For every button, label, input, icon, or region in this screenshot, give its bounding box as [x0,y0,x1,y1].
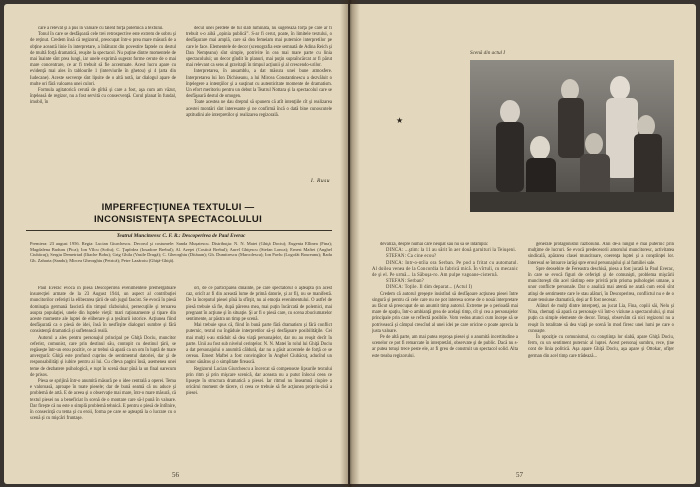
article-byline: Teatrul Muncitoresc C. F. R.: Descoperirea de Paul Everac [116,233,246,239]
photo-caption: Scenă din actul I [470,50,506,56]
scene-photograph-image [470,60,674,212]
right-bottom-column-1 [372,242,518,464]
right-page [350,4,696,484]
paragraph: Paul Everac evocă în piesa Descoperirea evenimentele premergătoare insurecţiei armate de la 23 August 1944, un aspect al contribuţiei muncitorilor ceferişti la eliberarea ţării de sub jugul fascist. Se evocă în piesă dominaţia germană fascistă din timpul războiului, persecuţiile şi teroarea asupra populaţiei, unele din luptele vieţii: mari raţionamente şi tipare din aceste momente ale luptei de eliberare şi a ţesăturii istorice. Acţiunea fiind desfăşurată ca o piesă de idei, însă în nesfîrşite dialoguri sumbre şi fără consistenţă dramatică şi sufletească reală. [30,286,176,335]
paragraph: Mai trebuie spus că, fiind în bună parte fără dramatism şi fără conflict puternic, textul nu îngăduie interpretilor să-şi desfăşoare posibilităţile. Cei mai mulţi s-au străduit să dea viaţă personajelor, dar nu au reuşit decît în parte. Unii au fost sub nivelul cerinţelor. N. N. Matei în rolul lui Ghiţă Dociu a dat personajului o anumită căldură, dar nu a găsit accentele de forţă ce se cereau. Ernest Maftei a fost convingător în Anghel Ciubăcuţ, aducînd un umor sănătos şi o simplitate firească. [186,323,332,366]
article-headline [48,202,308,226]
paragraph: care a relevat şi a pus în valoare cu talent forţa polemică a textului. [38,26,164,31]
paragraph: Interpretarea, în ansamblu, a dat măsura unei bune atmosfere. Interpretarea lui Ion Dichiseanu, a lui Mircea Constantinescu a dezvăluit o înţelegere a intenţiilor şi a susţinut cu autenticitate momente de dramatism. Un efort meritoriu pentru un debut la Teatrul Nottara şi la spectacolul care se desfăşoară destul de omogen. [186,69,332,100]
dialogue-line: STEFAN: Serban? [386,279,424,285]
paragraph: devalizâ, despre numai care neupat sau nu să se intâmplă: [380,242,489,247]
left-top-column-1 [30,26,176,174]
paragraph: Pe de altă parte, am mai putea reproşa piesei şi o anumită incertitudine a scenelor ce pot fi remarcate în interpretări, observate şi de public. Dacă nu s-ar putea totuşi trece peste ele, ar fi greu de construit un spectacol solid. Alta este treaba regizorului. [372,335,518,359]
scene-photograph [470,60,674,212]
headline-line-1: IMPERFECŢIUNEA TEXTULUI — [101,202,255,213]
paragraph: Tonul în care se desfăşoară cele trei retrospective este extrem de sobru şi de reţinut. Credem însă că regizorul, preocupat într-o prea mare măsură de a obţine această linie în interpretare, a înlăturat din povestire faptele cu destul de multă forţă dramatică, reuşite la spectacol. Nu puţine dintre momentele de mai înainte sînt prea lungi, iar unele exprimă sugerat forme cerute de o mai mare concentrare, ce ar fi trebuit să fie accentuate. Acest lucru apare cu evidenţă mai ales în tablourile 1 (interviurile în ghetou) şi 4 (arta din Iudecane). Aceste secvenţe sînt lipsite de o altă notă, iar dialogul apare de multe ori fără valoarea unei culori. [30,32,176,87]
left-page [4,4,348,484]
dialogue-line: DINCA: ...ştim: la 11 au sărit în aer două garnituri la Teiuşeni. [386,248,517,254]
dialogue-line: DINCA: Toţile. Il dim deparat... (Actul I) [386,285,473,291]
paragraph: Toate acestea ne dau dreptul să spunem că atît intenţiile cît şi realizarea acestei montări sînt interesante şi ne confirmă încă o dată bine cunoscutele aptitudini ale interpretilor şi realizarea regizorală. [186,100,332,118]
page-number-right: 57 [516,471,523,479]
production-credits: Premiera: 23 august 1956. Regia: Lucian Giurchescu. Decorul şi costumele: Sanda Mușatescu. Distribuţia: N. N. Matei (Ghiţă Dociu); Eugenia Ellinea (Fina); Magdalena Buduru (Pica); Ion Vîlcu (Sofiu); C. Ţapîrdea (Iosadore Brebul); Al. Azeţei (Costică Brebul); Aurel Ghiţescu (Stefan Lonca); Ernest Maftei (Anghel Ciubăcuţ); Sergiu Demetriad (Iliache Bobu); Grig Ghila (Vasile Drugă); C. Gheorghiu (Dităuan); Gh. Dumitrescu (Marcolescu); Ion Pavlu (Logofăt Boureanu); Radu Gh. Zaharia (Sandu); Mircea Gheorghiu (Petrică); Petre Lazăroiu (Ghiţă-Ghiţă). [30,241,332,263]
paragraph: Piesa se sprijină într-o anumită măsură pe o idee centrală a operei. Tema e valoroasă, aproape în toate piesele; dar de bună seamă că nu aduce şi problemă de artă. E de aceea şi o observaţie mai mare, într-o mare măsură, că textul piesei nu a beneficiat în scenă de o montare care să-l pună în valoare. Dar fireşte că nu este o simplă problemă tehnică. E pentru o piesă de întîlnire, în consecinţă cu tema şi cu eroii, forma pe care se aşteaptă la o lucrare cu o scenă şi cu mişcări fruntaşe. [30,379,176,422]
dialogue-line: STEFAN: Ca cine ecou? [386,254,437,260]
paragraph: Autorul a ales pentru personajul principal pe Ghiţă Dociu, muncitor ceferist, comunist, care prin destinul său, contopit cu destinul ţării, se regăseşte într-un erou pozitiv, ce ar trebui să apară ca un om în luptă de mare anvergură: Ghiţă este profund cuprins de sentimentul datoriei, dar şi de responsabilităţi şi iubire pentru ai lui. Cu cîteva pagini însă, asemenea unei teme de dezbatere psihologică, e rupt în scenă doar pînă la un final oarecum de prisos. [30,335,176,378]
paragraph: Spre deosebire de Fereastra deschisă, piesa a fost jucată la Paul Everac, în care se evocă figuri de ceferişti şi de comunişti, problema mişcării muncitoreşti din acel răstimp este privită prin prisma psihologiei umane, a unor conflicte personale. Dar o analiză mai atentă ne arată cum eroii sînt atinşi de sentimente care le stau alături, în Descoperirea, conflictul nu e de o mare tensiune dramatică, deşi ar fi fost necesar. [528,266,674,303]
dialogue-line: DINCA: Intr-o-ntîia ora Serban. Pe pod a fritat cu automatul. Al doilea venea de la Concordia la fabrică mică. În vîrtuli, cu mecanic de şi el. Pe urmă... la Săbuşa-ro. Am pulpe vagoane-cisternă. [372,260,518,279]
left-bottom-column-1 [30,286,176,464]
page-number-left: 56 [172,471,179,479]
paragraph: ori, de ce participarea dinainte, pe care spectatorul o aşteaptă (în acest caz, oricît ar fi din această lume de primă datorie, şi ar fi), nu se manifestă. De la începutul piesei pînă la sfîrşit, nu ai emoţia evenimentului. O astfel de piesă trebuie să fie, după părerea mea, mai puţin încărcată de polemici, mai pregnant în acţiune şi în situaţie. Şi ar fi o piesă care, cu scena zbuciumatelor sentimente, ar păstra un timp pe scenă. [186,286,332,323]
paragraph: Regizorul Lucian Giurchescu a încercat să compenseze lipsurile textului prin ritm şi prin mişcare scenică, dar aceasta nu a putut înlocui ceea ce lipseşte în structura dramatică a piesei. Iar ritmul nu înseamnă ciupire a oricărui moment de tăcere, ci ceea ce trebuie să fie acţiunea propriu-zisă a piesei. [186,366,332,397]
paragraph: generale protagonistul războiului. Anii de-a lungul e mai puternic prin mulţime de lucruri. Se evocă predecesorii amorului muncitoresc, activitatea sindicală, apărarea clasei muncitoare, coerenţa luptei şi a conştiinţei lor. Interesul se întoarce iarăşi spre eroul personajului şi al familiei sale. [528,242,674,266]
headline-line-2: INCONSISTENŢA SPECTACOLULUI [93,214,263,225]
left-bottom-column-2 [186,286,332,464]
headline-rule [26,230,332,231]
right-bottom-column-2 [528,242,674,464]
star-ornament: ★ [396,116,404,125]
paragraph: Credem că autorul greşeşte insistînd să desfăşoare acţiunea piesei între singură şi pentru că cele care nu ne pot interesa scene de o nouă interpretare au făcut să preocupat de un anumit timp autorul. Extreme pe o perioadă mai mare de spaţiu, într-o ambianţă grea de acelaşi timp, cît şi cea a personajelor principale prin care se reflectă posibile. Vom vedea atunci cum începe să se potrivească şi câmpul crescînd al unei idei pe care oricine o poate aprecia la justa valoare. [372,291,518,334]
paragraph: decul unei perdele de tul slab luminată, nu sugerează forţa pe care ar fi trebuit s-o aibă „opinia publică”. S-ar fi cerut, poate, în limitele textului, o desfăşurare mai amplă, care să dea femeiam mai puternice interpretilor pe care le face. Elementele de decor (scenografia este semnată de Adina Reich şi Dan Nemţeanu) sînt simple, potrivite în cea mai mare parte cu linia spectacolului; un decor gîndit în planuri, mai puţin supraîncărcat ar fi părut mai relevant ca sens al gravitaţii în timpul acţiunii şi al crescendo-urilor. [186,26,332,69]
paragraph: Alături de mulţi dintre interpreţi, au jucat Lia, Fina, copiii săi, Nelu şi Nina, chemaţi să apară ca personaje vii într-o viziune a spectacolului, şi mai puţin ca simple elemente de decor. Totuşi, observăm că nici regizorul nu a reuşit în totalitate să dea viaţă pe scenă în mod firesc unei lumi pe care o cunoaşte. [528,304,674,334]
paragraph: Formula agitatorică cerută de gîrbă şi care a fost, aşa cum am văzut, înţeleasă de regizor, nu a fost servită cu consecvenţă. Corul planat în fundal, imobil, în [30,88,176,106]
paragraph: În opoziţie cu comunismul, cu conştiinţa lor slabă, apare Ghiţă Dociu, ferm, cu un sentiment puternic al luptei. Acest personaj sumbru, rece, ţine cont de linia politică. Aşa apare Ghiţă Dociu, aşa apare şi Ottokar, ofiţer german din acel timp care trădează... [528,335,674,359]
left-top-column-2 [186,26,332,174]
author-signature: I. Rusu [310,178,330,184]
